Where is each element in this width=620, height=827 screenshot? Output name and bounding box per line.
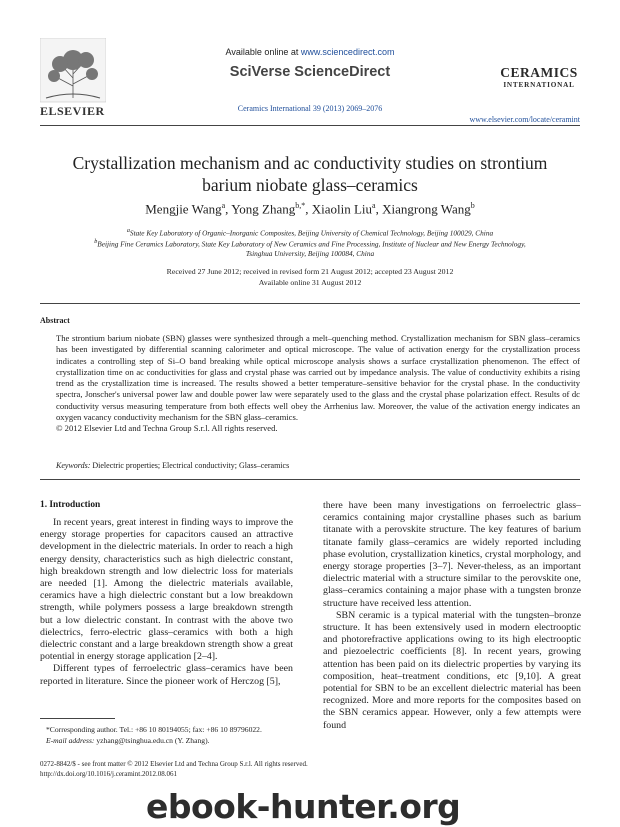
journal-logo-line2: INTERNATIONAL	[503, 81, 575, 89]
title-line-1: Crystallization mechanism and ac conductivity studies on strontium	[72, 153, 548, 173]
affiliation-b-line1: Beijing Fine Ceramics Laboratory, State Key Laboratory of New Ceramics and Fine Processing, Institute of Nuclear and New Energy Technology,	[97, 239, 526, 249]
abstract-divider-bottom	[40, 479, 580, 480]
platform-name: SciVerse ScienceDirect	[229, 64, 391, 80]
sciencedirect-link[interactable]: www.sciencedirect.com	[300, 47, 395, 57]
abstract-copyright: © 2012 Elsevier Ltd and Techna Group S.r.l. All rights reserved.	[56, 423, 278, 434]
left-column	[40, 517, 293, 688]
article-dates	[40, 266, 580, 288]
article-title	[40, 152, 580, 196]
affiliation-a-text: State Key Laboratory of Organic–Inorganic Composites, Beijing University of Chemical Technology, Beijing 100029, China	[129, 228, 494, 238]
paragraph: SBN ceramic is a typical material with the tungsten–bronze structure. It has been extensively used in modern electrooptic and photorefractive applications owing to its high electrooptic and piezoelectric coefficients [8]. In recent years, growing attention has been paid on its dielectric properties by varying its composition, heat–treatment conditions, etc [9,10]. A great potential for SBN to be an excellent dielectric material has been recognized. More and more reports for the composites based on the SBN ceramics appear. However, only a few attempts were found	[323, 609, 581, 731]
paragraph: there have been many investigations on ferroelectric glass–ceramics containing major crystalline phases such as barium titanate with a perovskite structure. The key features of barium titanate family glass–ceramics are widely reported including phase evolution, crystallization kinetics, crystal morphology, and energy storage properties [3–7]. Never-theless, as an important dielectric material with a structure similar to the perovskite one, glass–ceramics containing a major phase with a tungsten bronze structure have received less attention.	[323, 500, 581, 609]
abstract-body	[56, 333, 580, 435]
author-name: Xiaolin Liu	[311, 201, 373, 217]
journal-reference[interactable]: Ceramics International 39 (2013) 2069–2076	[237, 104, 383, 113]
author-sup: b,*	[295, 201, 306, 210]
doi-line[interactable]: http://dx.doi.org/10.1016/j.ceramint.2012.08.061	[40, 769, 177, 778]
available-online	[0, 47, 620, 57]
affiliation-b: $^b$Beijing Fine Ceramics Laboratory, State Key Laboratory of New Ceramics and Fine Processing, Institute of Nuclear and New Energy Technology, Tsinghua University, Beijing 100084, China	[40, 237, 580, 259]
received-dates: Received 27 June 2012; received in revised form 21 August 2012; accepted 23 August 2012	[166, 267, 454, 276]
author-sup: a	[372, 201, 376, 210]
footnote	[40, 725, 310, 746]
online-date: Available online 31 August 2012	[258, 278, 362, 287]
abstract-divider-top	[40, 303, 580, 304]
footnote-divider	[40, 718, 115, 719]
author-list: Mengjie Wang$^a$, Yong Zhang$^{b,*}$, Xiaolin Liu$^a$, Xiangrong Wang$^b$	[145, 201, 475, 217]
email-label: E-mail address:	[46, 735, 95, 745]
journal-url-link[interactable]: www.elsevier.com/locate/ceramint	[469, 115, 580, 124]
paragraph: Different types of ferroelectric glass–ceramics have been reported in literature. Since the pioneer work of Herczog [5],	[40, 663, 293, 687]
publisher-name: ELSEVIER	[40, 104, 105, 118]
author-name: Xiangrong Wang	[382, 201, 471, 217]
author-name: Yong Zhang	[231, 201, 296, 217]
issn-line: 0272-8842/$ - see front matter © 2012 Elsevier Ltd and Techna Group S.r.l. All rights reserved.	[40, 760, 308, 768]
keywords-line	[56, 461, 289, 470]
journal-logo	[495, 65, 583, 89]
section-heading: 1. Introduction	[40, 500, 101, 510]
right-column	[323, 500, 581, 732]
keywords-list: Dielectric properties; Electrical conductivity; Glass–ceramics	[92, 461, 290, 470]
title-line-2: barium niobate glass–ceramics	[202, 175, 418, 195]
author-sup: a	[221, 201, 226, 210]
email-address[interactable]: yzhang@tsinghua.edu.cn (Y. Zhang).	[96, 735, 210, 745]
watermark: ebook-hunter.org	[146, 787, 461, 826]
keywords-label: Keywords:	[56, 461, 91, 470]
journal-logo-line1: CERAMICS	[500, 65, 578, 80]
paragraph: In recent years, great interest in finding ways to improve the energy storage properties for capacitors caused an attractive development in the dielectric materials. In order to reach a high energy density, characteristics such as high dielectric constant, high breakdown strength and low dielectric loss for materials are needed [1]. Among the dielectric materials available, ceramics have a high dielectric constant but a low breakdown strength, while polymers possess a large breakdown strength but a low dielectric constant. In contrast with the above two dielectrics, ferro-electric glass–ceramics with both a high dielectric constant and a large breakdown strength show a great potential in energy storage application [2–4].	[40, 517, 293, 663]
author-sup: b	[470, 201, 475, 210]
abstract-heading: Abstract	[40, 316, 70, 325]
author-name: Mengjie Wang	[145, 201, 222, 217]
abstract-text: The strontium barium niobate (SBN) glasses were synthesized through a melt–quenching method. Crystallization mechanism for SBN glass–ceramics has been investigated by differential scanning calorimeter and optical microscope. The value of activation energy for the crystallization process indicates a controlling step of Si–O band breaking while optical microscope analysis shows a surface crystallization phenomenon. The effect of crystallization time on ac conductivities for glass and crystal phase was carried out by impedance analysis. The value of conductivity exhibits a rising trend as the crystallization time is increased. The results showed a better temperature–sensitive behavior for the crystal phase. In the conductivity spectra, Jonscher's universal power law and double power law were separately used to the glass and the crystal phase polarization effect. Results of dc conductivity versus measuring temperature from both effects well obey the Arrhenius law. Moreover, the value of the activation energy indicates an oxygen vacancy conductivity mechanism for the SBN glass–ceramics.	[56, 333, 580, 423]
email-line	[40, 736, 310, 747]
affiliation-b-line2: Tsinghua University, Beijing 100084, China	[245, 249, 375, 259]
affiliation-a: $^a$State Key Laboratory of Organic–Inorganic Composites, Beijing University of Chemical Technology, Beijing 100029, China	[126, 228, 494, 238]
front-matter	[40, 760, 440, 779]
corresponding-author: *Corresponding author. Tel.: +86 10 80194055; fax: +86 10 89796022.	[46, 725, 262, 734]
available-prefix: Available online at	[225, 47, 301, 57]
header-divider	[40, 125, 580, 126]
